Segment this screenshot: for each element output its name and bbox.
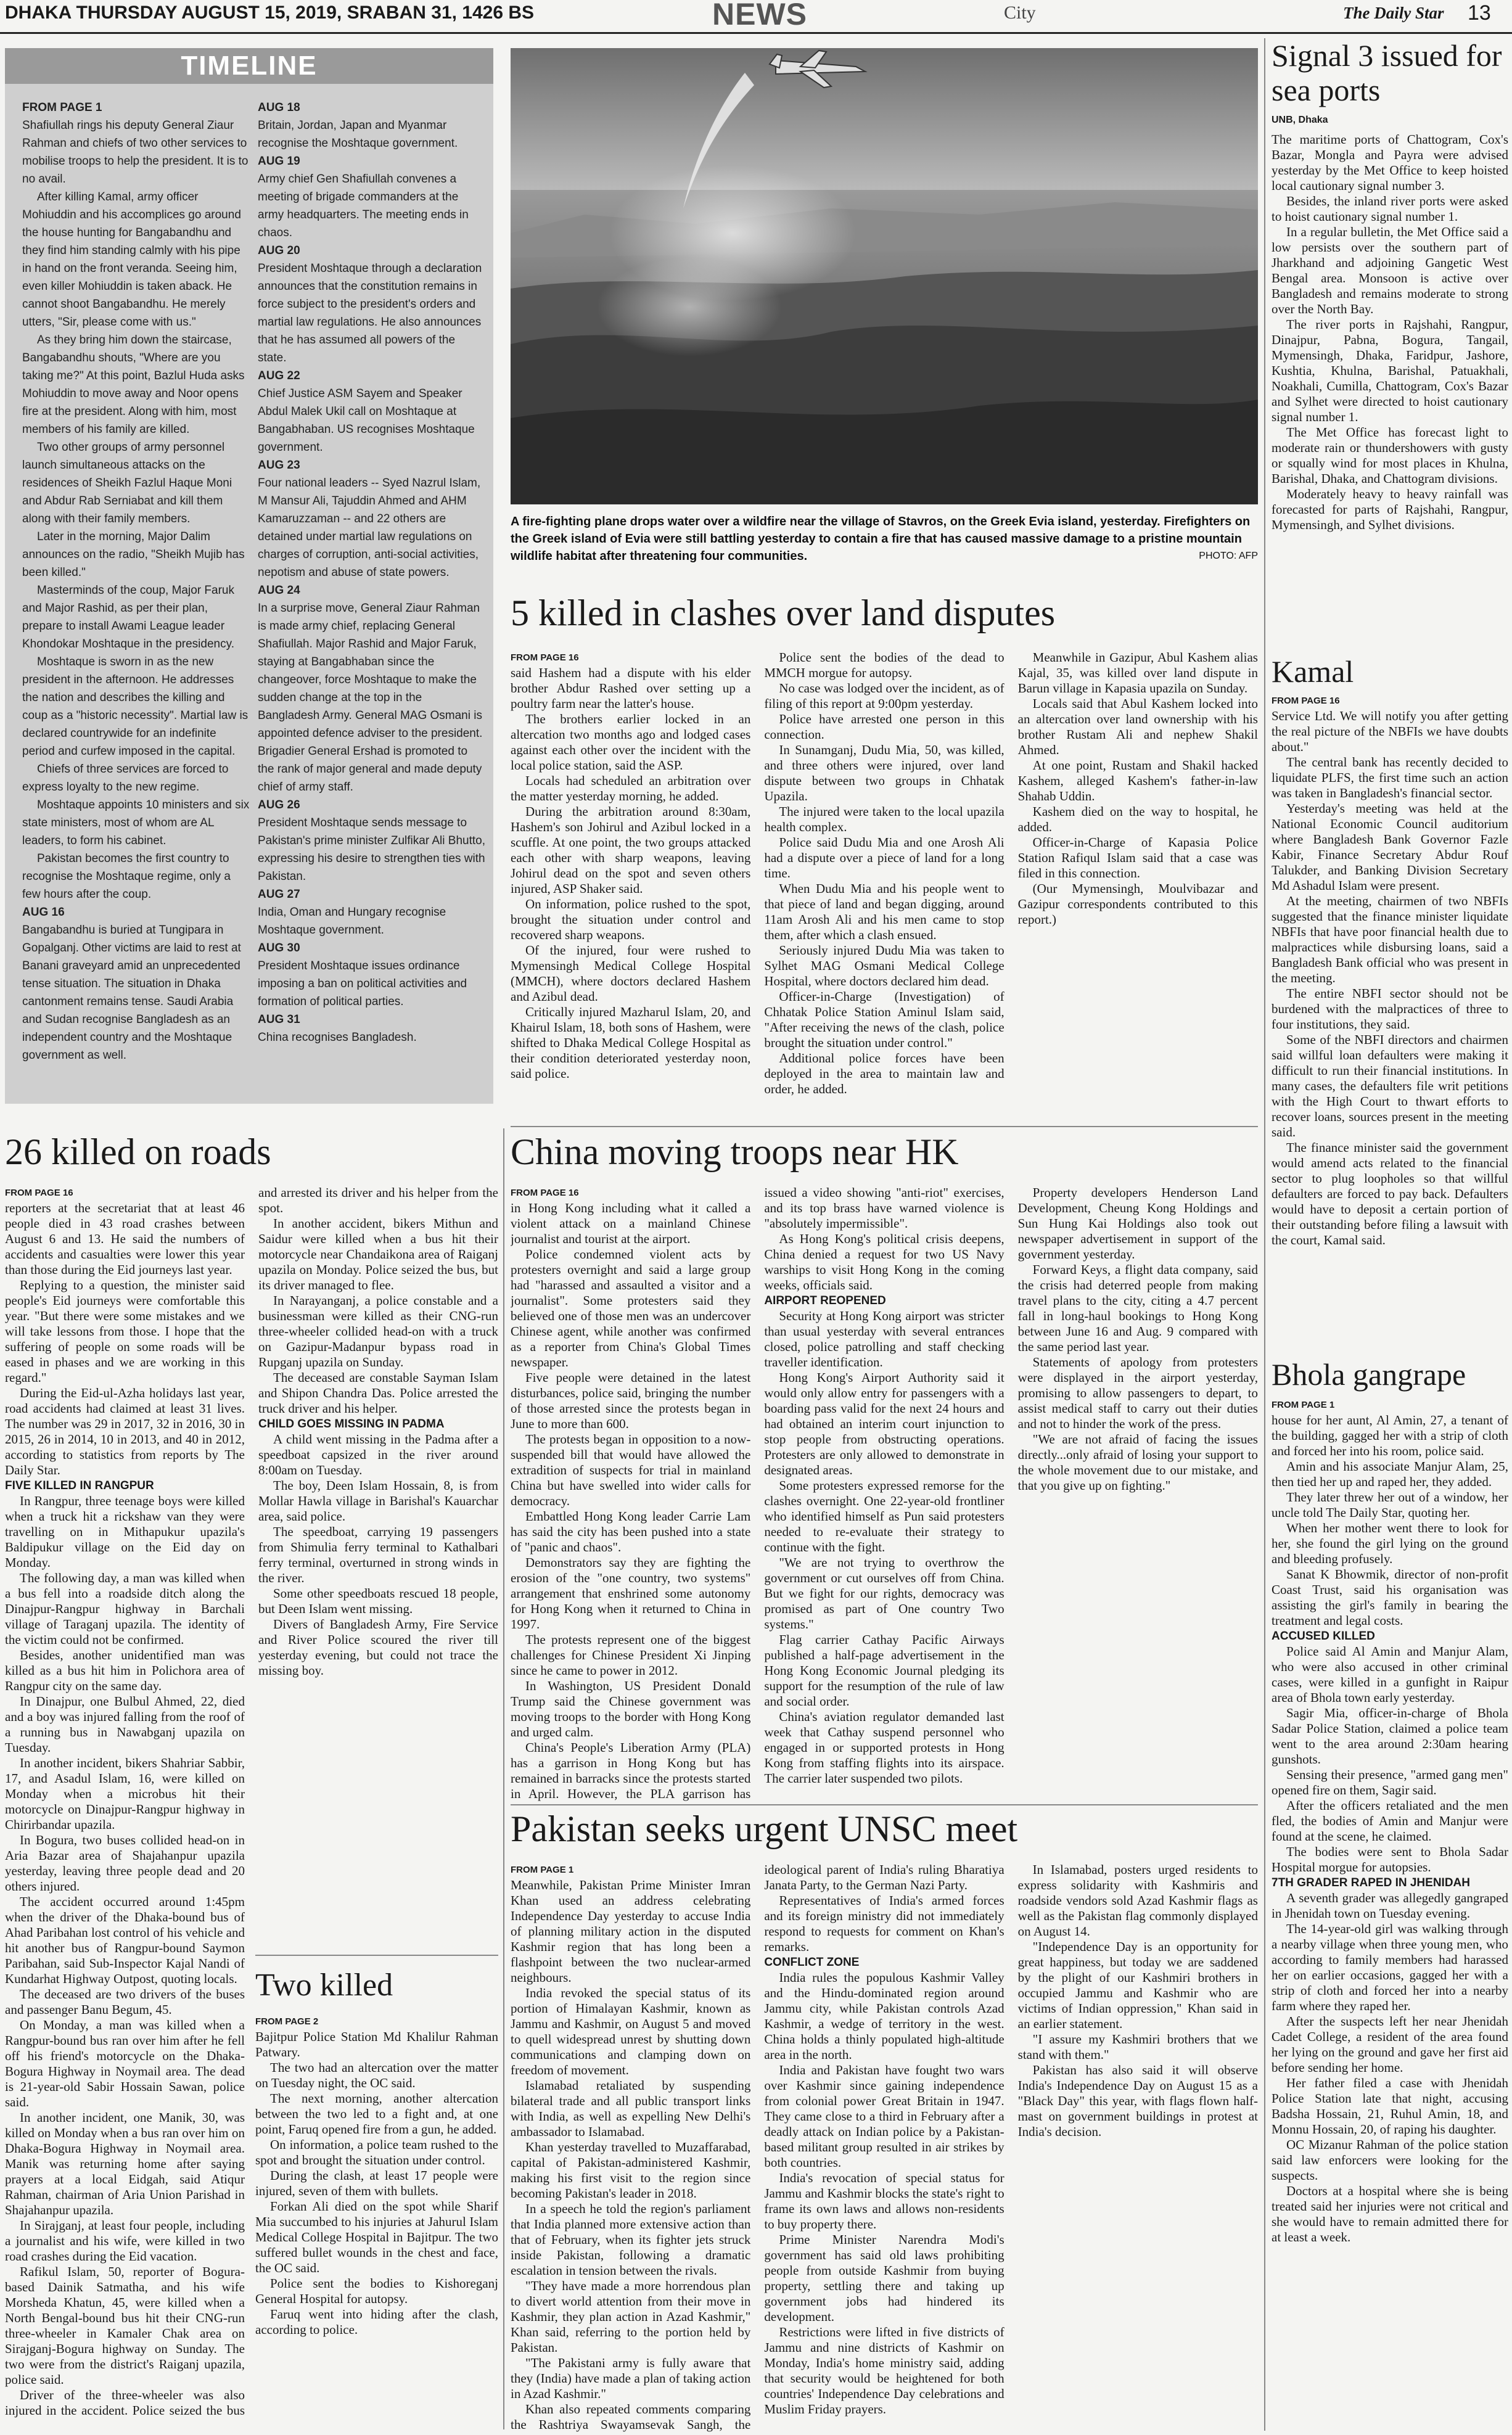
dateline: DHAKA THURSDAY AUGUST 15, 2019, SRABAN 31, 1426 BS	[5, 2, 535, 23]
paragraph: The next morning, another altercation between the two led to a fight and, at one point, Faruq opened fire from a gun, he added.	[255, 2091, 498, 2137]
paragraph: Khan yesterday travelled to Muzaffarabad, capital of Pakistan-administered Kashmir, making his first visit to the region since becoming Pakistan's leader in 2018.	[511, 2140, 751, 2201]
paragraph: India revoked the special status of its portion of Himalayan Kashmir, known as Jammu and Kashmir, on August 5 and moved to quell widespread unrest by shutting down communications and clamping down on freedom of movement.	[511, 1985, 751, 2077]
paragraph: When Dudu Mia and his people went to that piece of land and began digging, around 11am Arosh Ali and his men came to stop them, after which a clash ensued.	[764, 881, 1005, 942]
paragraph: Police condemned violent acts by protesters overnight and said a large group had "harassed and assaulted a visitor and a journalist". Some protesters said they believed one of those men was an undercover Chinese agent, while another was confirmed as a reporter from China's Global Times newspaper.	[511, 1247, 751, 1369]
masthead: The Daily Star	[1343, 4, 1444, 22]
paragraph: OC Mizanur Rahman of the police station said law enforcers were looking for the suspects.	[1272, 2137, 1508, 2183]
signal-byline: UNB, Dhaka	[1272, 115, 1328, 125]
paragraph: China's aviation regulator demanded last week that Cathay suspend personnel who engaged in or supported protests in Hong Kong from staffing flights into its airspace. The carrier later suspended two pilots.	[764, 1709, 1005, 1786]
paragraph: Prime Minister Narendra Modi's government has said old laws prohibiting people from outside Kashmir from buying property, settling there and taking up government jobs had hindered its development.	[764, 2232, 1005, 2324]
paragraph: Police have arrested one person in this connection.	[764, 712, 1005, 742]
timeline-entry: Bangabandhu is buried at Tungipara in Gopalganj. Other victims are laid to rest at Banani graveyard amid an unprecedented tense situation. The situation in Dhaka cantonment remains tense. Saudi Arabia and Sudan recognise Bangladesh as an independent country and the Moshtaque government as well.	[22, 924, 241, 1062]
subheading: AIRPORT REOPENED	[764, 1294, 886, 1307]
paragraph: In Dinajpur, one Bulbul Ahmed, 22, died and a boy was injured falling from the roof of a running bus in Nawabganj upazila on Tuesday.	[5, 1694, 245, 1755]
paragraph: Statements of apology from protesters were displayed in the airport yesterday, promising to allow passengers to depart, to assist medical staff to carry out their duties and not to hinder the work of the press.	[1017, 1355, 1258, 1431]
timeline-date: AUG 20	[258, 244, 300, 257]
paragraph: Police said Dudu Mia and one Arosh Ali had a dispute over a piece of land for a long time.	[764, 835, 1005, 881]
paragraph: Forward Keys, a flight data company, said the crisis had deterred people from making travel plans to the city, citing a 4.7 percent fall in long-haul bookings to Hong Kong between June 16 and Aug. 9 compared with the same period last year.	[1017, 1262, 1258, 1354]
timeline-entry: Four national leaders -- Syed Nazrul Islam, M Mansur Ali, Tajuddin Ahmed and AHM Kamaruzzaman -- and 22 others are detained under martial law regulations on charges of corruption, anti-social activities, nepotism and abuse of state powers.	[258, 477, 481, 579]
subheading: FIVE KILLED IN RANGPUR	[5, 1479, 154, 1492]
photo-caption	[511, 513, 1258, 565]
paragraph: The river ports in Rajshahi, Rangpur, Dinajpur, Pabna, Bogura, Tangail, Mymensingh, Dhaka, Faridpur, Jashore, Kushtia, Khulna, Barishal, Patuakhali, Noakhali, Cumilla, Chattogram, Cox's Bazar and Sylhet were directed to hoist cautionary signal number 1.	[1272, 317, 1508, 424]
paragraph: house for her aunt, Al Amin, 27, a tenant of the building, gagged her with a strip of cloth and forced her into his room, police said.	[1272, 1413, 1508, 1458]
paragraph: On information, police rushed to the spot, brought the situation under control and recovered sharp weapons.	[511, 897, 751, 942]
paragraph: At the meeting, chairmen of two NBFIs suggested that the finance minister liquidate NBFIs that have poor financial health due to malpractices while disbursing loans, said a Bangladesh Bank official who was present in the meeting.	[1272, 893, 1508, 985]
timeline-date: AUG 31	[258, 1013, 300, 1026]
paragraph: Moderately heavy to heavy rainfall was forecasted for parts of Rajshahi, Rangpur, Mymensingh, and Sylhet divisions.	[1272, 487, 1508, 532]
timeline-entry: President Moshtaque through a declaration announces that the constitution remains in force subject to the president's orders and martial law regulations. He also announces that he has assumed all powers of the state.	[258, 262, 482, 364]
timeline-entry: After killing Kamal, army officer Mohiuddin and his accomplices go around the house hunting for Bangabandhu and they find him standing calmly with his pipe in hand on the front veranda. Seeing him, even killer Mohiuddin is taken aback. He cannot shoot Bangabandhu. He merely utters, "Sir, please come with us."	[22, 191, 241, 329]
paragraph: Yesterday's meeting was held at the National Economic Council auditorium where Bangladesh Bank Governor Fazle Kabir, Finance Secretary Abdur Rouf Talukder, and Banking Division Secretary Md Ashadul Islam were present.	[1272, 801, 1508, 893]
paragraph: No case was lodged over the incident, as of filing of this report at 9:00pm yesterday.	[764, 681, 1005, 711]
paragraph: On Monday, a man was killed when a Rangpur-bound bus ran over him after he fell off his friend's motorcycle on the Dhaka-Bogura Highway in Noymail area. The dead is 21-year-old Sabir Hossain Sawan, police said.	[5, 2018, 245, 2109]
timeline-box	[5, 48, 493, 1104]
paragraph: The deceased are constable Sayman Islam and Shipon Chandra Das. Police arrested the truck driver and his helper.	[258, 1370, 498, 1416]
paragraph: In another accident, bikers Mithun and Saidur were killed when a bus hit their motorcycle near Chandaikona area of Raiganj upazila on Monday. Police seized the bus, but its driver managed to flee.	[258, 1216, 498, 1292]
header-rule	[0, 32, 1512, 34]
paragraph: Kashem died on the way to hospital, he added.	[1017, 804, 1258, 834]
paragraph: In another incident, one Manik, 30, was killed on Monday when a bus ran over him on Dhaka-Bogura Highway in Noymail area. Manik was returning home after saying prayers at a local Eidgah, said Atiqur Rahman, chairman of Aria Union Parishad in Shajahanpur upazila.	[5, 2110, 245, 2217]
paragraph: Doctors at a hospital where she is being treated said her injuries were not critical and she would have to remain admitted there for at least a week.	[1272, 2183, 1508, 2244]
headline-pakistan: Pakistan seeks urgent UNSC meet	[511, 1809, 1018, 1849]
timeline-entry: Chief Justice ASM Sayem and Speaker Abdul Malek Ukil call on Moshtaque at Bangabhaban. US recognises Moshtaque government.	[258, 387, 475, 454]
timeline-entry: President Moshtaque sends message to Pakistan's prime minister Zulfikar Ali Bhutto, expressing his desire to strengthen ties with Pakistan.	[258, 816, 485, 883]
timeline-entry: Britain, Jordan, Japan and Myanmar recognise the Moshtaque government.	[258, 119, 458, 150]
timeline-entry: Shafiullah rings his deputy General Ziaur Rahman and chiefs of two other services to mobilise troops to help the president. It is to no avail.	[22, 119, 249, 186]
paragraph: In Islamabad, posters urged residents to express solidarity with Kashmiris and roadside vendors sold Azad Kashmir flags as well as the Pakistan flag commonly displayed on August 14.	[1017, 1862, 1258, 1939]
paragraph: Sagir Mia, officer-in-charge of Bhola Sadar Police Station, claimed a police team went to the area around 2:30am hearing gunshots.	[1272, 1706, 1508, 1767]
paragraph: Driver of the three-wheeler was also injured in the accident. Police seized the bus and arrested its driver and his helper from the spot.	[5, 1185, 498, 2418]
paragraph: During the Eid-ul-Azha holidays last year, road accidents had claimed at least 31 lives. The number was 29 in 2017, 32 in 2016, 30 in 2015, 26 in 2014, 10 in 2013, and 40 in 2012, according to statistics from reports by The Daily Star.	[5, 1386, 245, 1477]
paragraph: Critically injured Mazharul Islam, 20, and Khairul Islam, 18, both sons of Hashem, were shifted to Dhaka Medical College Hospital as their condition deteriorated yesterday noon, said police.	[511, 1004, 751, 1081]
paragraph: Meanwhile, Pakistan Prime Minister Imran Khan used an address celebrating Independence Day yesterday to accuse India of planning military action in the disputed Kashmir region that has long been a flashpoint between the two nuclear-armed neighbours.	[511, 1878, 751, 1985]
timeline-entry: Two other groups of army personnel launch simultaneous attacks on the residences of Sheikh Fazlul Haque Moni and Abdur Rab Serniabat and kill them along with their family members.	[22, 441, 232, 525]
paragraph: Of the injured, four were rushed to Mymensingh Medical College Hospital (MMCH), where doctors declared Hashem and Azibul dead.	[511, 943, 751, 1004]
column-divider	[1264, 38, 1265, 2431]
paragraph: As Hong Kong's political crisis deepens, China denied a request for two US Navy warships to visit Hong Kong in the coming weeks, officials said.	[764, 1231, 1005, 1292]
wildfire-photo	[511, 48, 1258, 504]
paragraph: "I assure my Kashmiri brothers that we stand with them."	[1017, 2032, 1258, 2062]
paragraph: The central bank has recently decided to liquidate PLFS, the first time such an action was taken in Bangladesh's financial sector.	[1272, 755, 1508, 800]
paragraph: Officer-in-Charge (Investigation) of Chhatak Police Station Aminul Islam said, "After receiving the news of the clash, police brought the situation under control."	[764, 989, 1005, 1050]
divider	[511, 1804, 1258, 1805]
paragraph: A seventh grader was allegedly gangraped in Jhenidah town on Tuesday evening.	[1272, 1891, 1508, 1921]
paragraph: The boy, Deen Islam Hossain, 8, is from Mollar Hawla village in Barishal's Kauarchar area, said police.	[258, 1478, 498, 1524]
paragraph: Service Ltd. We will notify you after getting the real picture of the NBFIs we have doubts about."	[1272, 708, 1508, 754]
timeline-entry: Moshtaque is sworn in as the new president in the afternoon. He addresses the nation and describes the killing and coup as a "historic necessity". Martial law is declared countrywide for an indefinite period and curfew imposed in the capital.	[22, 655, 249, 758]
timeline-entry: Moshtaque appoints 10 ministers and six state ministers, most of whom are AL leaders, to form his cabinet.	[22, 799, 250, 847]
paragraph: In a speech he told the region's parliament that India planned more extensive action than that of February, when its fighter jets struck inside Pakistan, following a dramatic escalation in tension between the rivals.	[511, 2201, 751, 2278]
paragraph: Rafikul Islam, 50, reporter of Bogura-based Dainik Satmatha, and his wife Morsheda Khatun, 45, were killed when a North Bengal-bound bus hit their CNG-run three-wheeler in Kamaler Chak area on Sirajganj-Bogura highway on Sunday. The two were from the district's Raiganj upazila, police said.	[5, 2264, 245, 2387]
paragraph: India and Pakistan have fought two wars over Kashmir since gaining independence from colonial power Great Britain in 1947. They came close to a third in February after a deadly attack on Indian police by a Pakistan-based militant group resulted in air strikes by both countries.	[764, 2063, 1005, 2170]
paragraph: Security at Hong Kong airport was stricter than usual yesterday with several entrances closed, police patrolling and staff checking traveller identification.	[764, 1308, 1005, 1369]
paragraph: Seriously injured Dudu Mia was taken to Sylhet MAG Osmani Medical College Hospital, where doctors declared him dead.	[764, 943, 1005, 988]
paragraph: Bajitpur Police Station Md Khalilur Rahman Patwary.	[255, 2029, 498, 2059]
paragraph: In a regular bulletin, the Met Office said a low persists over the southern part of Jharkhand and adjoining Gangetic West Bengal area. Monsoon is active over Bangladesh and remains moderate to strong over the North Bay.	[1272, 224, 1508, 316]
timeline-entry: Chiefs of three services are forced to express loyalty to the new regime.	[22, 763, 229, 794]
timeline-date: AUG 16	[22, 906, 65, 919]
column-divider	[503, 1128, 504, 2429]
paragraph: Flag carrier Cathay Pacific Airways published a half-page advertisement in the Hong Kong Economic Journal pledging its support for the resumption of the rule of law and social order.	[764, 1632, 1005, 1709]
paragraph: India's revocation of special status for Jammu and Kashmir blocks the state's right to frame its own laws and allows non-residents to buy property there.	[764, 2170, 1005, 2232]
timeline-date: AUG 19	[258, 155, 300, 168]
paragraph: Representatives of India's armed forces and its foreign ministry did not immediately respond to requests for comment on Khan's remarks.	[764, 1893, 1005, 1954]
headline-kamal: Kamal	[1272, 654, 1354, 689]
headline-bhola: Bhola gangrape	[1272, 1357, 1466, 1392]
paragraph: "Independence Day is an opportunity for great happiness, but today we are saddened by the plight of our Kashmiri brothers in occupied Jammu and Kashmir who are victims of Indian oppression," Khan said in an earlier statement.	[1017, 1939, 1258, 2031]
pakistan-body	[511, 1862, 1258, 2433]
paragraph: Restrictions were lifted in five districts of Jammu and nine districts of Kashmir on Monday, India's home ministry said, adding that security would be heightened for both countries' Independence Day celebrations and Muslim Friday prayers.	[764, 2325, 1005, 2417]
from-page-label: FROM PAGE 16	[5, 1188, 73, 1198]
paragraph: Divers of Bangladesh Army, Fire Service and River Police scoured the river till yesterday evening, but could not trace the missing boy.	[258, 1617, 498, 1678]
timeline-entry: President Moshtaque issues ordinance imposing a ban on political activities and formation of political parties.	[258, 959, 467, 1008]
signal-body	[1272, 132, 1508, 650]
timeline-date: AUG 26	[258, 799, 300, 811]
from-page-label: FROM PAGE 16	[1272, 696, 1340, 706]
kamal-body	[1272, 693, 1508, 1353]
paragraph: Faruq went into hiding after the clash, according to police.	[255, 2307, 498, 2337]
paragraph: In another incident, bikers Shahriar Sabbir, 17, and Asadul Islam, 16, were killed on Monday when a microbus hit their motorcycle on Dinajpur-Rangpur highway in Chirirbandar upazila.	[5, 1755, 245, 1832]
paragraph: Some protesters expressed remorse for the clashes overnight. One 22-year-old frontliner who identified himself as Pun said protesters needed to re-evaluate their strategy to continue with the fight.	[764, 1478, 1005, 1554]
paragraph: The speedboat, carrying 19 passengers from Shimulia ferry terminal to Kathalbari ferry terminal, overturned in strong winds in the river.	[258, 1524, 498, 1585]
headline-signal: Signal 3 issued for sea ports	[1272, 38, 1502, 107]
paragraph: said Hashem had a dispute with his elder brother Abdur Rashed over setting up a poultry farm near the latter's house.	[511, 665, 751, 711]
paragraph: The maritime ports of Chattogram, Cox's Bazar, Mongla and Payra were advised yesterday by the Met Office to keep hoisted local cautionary signal number 3.	[1272, 132, 1508, 193]
paragraph: Demonstrators say they are fighting the erosion of the "one country, two systems" arrangement that enshrined some autonomy for Hong Kong when it returned to China in 1997.	[511, 1555, 751, 1632]
paragraph: reporters at the secretariat that at least 46 people died in 43 road crashes between August 6 and 13. He said the numbers of accidents and casualties were lower this year than those during the Eid journeys last year.	[5, 1201, 245, 1277]
paragraph: Forkan Ali died on the spot while Sharif Mia succumbed to his injuries at Jahurul Islam Medical College Hospital in Bajitpur. The two suffered bullet wounds in the chest and face, the OC said.	[255, 2199, 498, 2275]
paragraph: "We are not afraid of facing the issues directly...only afraid of losing your support to the whole movement due to our mistake, and that you give up on fighting."	[1017, 1432, 1258, 1493]
timeline-date: AUG 22	[258, 369, 300, 382]
land-disputes-body	[511, 650, 1258, 1100]
subheading: ACCUSED KILLED	[1272, 1630, 1375, 1643]
paragraph: Additional police forces have been deployed in the area to maintain law and order, he added.	[764, 1051, 1005, 1096]
subheading: CONFLICT ZONE	[764, 1956, 860, 1969]
paragraph: The bodies were sent to Bhola Sadar Hospital morgue for autopsies.	[1272, 1844, 1508, 1874]
paragraph: In Washington, US President Donald Trump said the Chinese government was moving troops to the border with Hong Kong and urged calm.	[511, 1678, 751, 1739]
page-number: 13	[1468, 1, 1491, 25]
timeline-date: AUG 18	[258, 101, 300, 114]
paragraph: China's People's Liberation Army (PLA) has a garrison in Hong Kong but has remained in barracks since the protests started in April. However, the PLA garrison has issued a video showing "anti-riot" exercises, and its top brass have warned violence is "absolutely impermissible".	[511, 1185, 1005, 1801]
paragraph: In Bogura, two buses collided head-on in Aria Bazar area of Shajahanpur upazila yesterday, leaving three people dead and 20 others injured.	[5, 1833, 245, 1894]
from-page-label: FROM PAGE 2	[255, 2016, 319, 2027]
paragraph: The following day, a man was killed when a bus fell into a roadside ditch along the Dinajpur-Rangpur highway in Barchali village of Taraganj upazila. The identity of the victim could not be confirmed.	[5, 1571, 245, 1647]
headline-roads: 26 killed on roads	[5, 1131, 271, 1172]
paragraph: Police said Al Amin and Manjur Alam, who were also accused in other criminal cases, were killed in a gunfight in Raipur area of Bhola town early yesterday.	[1272, 1644, 1508, 1705]
timeline-entry: China recognises Bangladesh.	[258, 1031, 417, 1044]
paragraph: Police sent the bodies of the dead to MMCH morgue for autopsy.	[764, 650, 1005, 680]
paragraph: Property developers Henderson Land Development, Cheung Kong Holdings and Sun Hung Kai Holdings also took out newspaper advertisement in support of the government yesterday.	[1017, 1185, 1258, 1262]
paragraph: The injured were taken to the local upazila health complex.	[764, 804, 1005, 834]
paragraph: Embattled Hong Kong leader Carrie Lam has said the city has been pushed into a state of "panic and chaos".	[511, 1509, 751, 1554]
paragraph: In Sunamganj, Dudu Mia, 50, was killed, and three others were injured, over land dispute between two groups in Chhatak Upazila.	[764, 742, 1005, 803]
paragraph: Amin and his associate Manjur Alam, 25, then tied her up and raped her, they added.	[1272, 1459, 1508, 1489]
timeline-column-2	[258, 99, 486, 1098]
timeline-entry: Masterminds of the coup, Major Faruk and Major Rashid, as per their plan, prepare to install Awami League leader Khondokar Moshtaque in the presidency.	[22, 584, 234, 651]
paragraph: Besides, the inland river ports were asked to hoist cautionary signal number 1.	[1272, 194, 1508, 224]
two-killed-body	[255, 2014, 498, 2433]
from-page-label: FROM PAGE 1	[511, 1865, 574, 1875]
timeline-entry: India, Oman and Hungary recognise Moshtaque government.	[258, 906, 446, 937]
subheading: 7TH GRADER RAPED IN JHENIDAH	[1272, 1876, 1470, 1889]
paragraph: Islamabad retaliated by suspending bilateral trade and all public transport links with India, as well as expelling New Delhi's ambassador to Islamabad.	[511, 2078, 751, 2139]
paragraph: The Met Office has forecast light to moderate rain or thundershowers with gusty or squally wind for most places in Khulna, Barishal, Dhaka, and Chattogram divisions.	[1272, 425, 1508, 486]
paragraph: Some other speedboats rescued 18 people, but Deen Islam went missing.	[258, 1586, 498, 1616]
paragraph: Meanwhile in Gazipur, Abul Kashem alias Kajal, 35, was killed over land dispute in Barun village in Kapasia upazila on Sunday.	[1017, 650, 1258, 696]
paragraph: The 14-year-old girl was walking through a nearby village when three young men, who according to family members had harassed her on earlier occasions, gagged her with a strip of cloth and forced her into a nearby farm where they raped her.	[1272, 1921, 1508, 2013]
timeline-entry: In a surprise move, General Ziaur Rahman is made army chief, replacing General Shafiullah. Major Rashid and Major Faruk, staying at Bangabhaban since the changeover, force Moshtaque to make the sudden change at the top in the Bangladesh Army. General MAG Osmani is appointed defence adviser to the president. Brigadier General Ershad is promoted to the rank of major general and made deputy chief of army staff.	[258, 602, 483, 794]
headline-two-killed: Two killed	[255, 1968, 393, 2003]
paragraph: The brothers earlier locked in an altercation two months ago and lodged cases against each other over the incident with the local police station, said the ASP.	[511, 712, 751, 773]
paragraph: At one point, Rustam and Shakil hacked Kashem, alleged Kashem's father-in-law Shahab Uddin.	[1017, 758, 1258, 803]
divider	[511, 1126, 1258, 1127]
paragraph: in Hong Kong including what it called a violent attack on a mainland Chinese journalist and tourist at the airport.	[511, 1201, 751, 1246]
paragraph: A child went missing in the Padma after a speedboat capsized in the river around 8:00am on Tuesday.	[258, 1432, 498, 1477]
paragraph: On information, a police team rushed to the spot and brought the situation under control.	[255, 2137, 498, 2167]
paragraph: Sanat K Bhowmik, director of non-profit Coast Trust, said his organisation was assisting the girl's family in bearing the treatment and legal costs.	[1272, 1567, 1508, 1628]
from-page-label: FROM PAGE 16	[511, 1188, 579, 1198]
paragraph: Hong Kong's Airport Authority said it would only allow entry for passengers with a boarding pass valid for the next 24 hours and had obtained an interim court injunction to stop people from obstructing operations. Protesters are only allowed to demonstrate in designated areas.	[764, 1370, 1005, 1477]
paragraph: "The Pakistani army is fully aware that they (India) have made a plan of taking action in Azad Kashmir."	[511, 2355, 751, 2401]
headline-land-disputes: 5 killed in clashes over land disputes	[511, 593, 1056, 633]
paragraph: After the officers retaliated and the men fled, the bodies of Amin and Manjur were found at the scene, he claimed.	[1272, 1798, 1508, 1844]
paragraph: Besides, another unidentified man was killed as a bus hit him in Polichora area of Rangpur city on the same day.	[5, 1648, 245, 1693]
timeline-entry: Pakistan becomes the first country to recognise the Moshtaque regime, only a few hours after the coup.	[22, 852, 231, 901]
timeline-date: AUG 27	[258, 888, 300, 901]
timeline-date: AUG 30	[258, 942, 300, 955]
timeline-entry: Later in the morning, Major Dalim announces on the radio, "Sheikh Mujib has been killed."	[22, 530, 245, 579]
paragraph: During the arbitration around 8:30am, Hashem's son Johirul and Azibul locked in a scuffle. At one point, the two groups attacked each other with sharp weapons, leaving Johirul dead on the spot and seven others injured, ASP Shaker said.	[511, 804, 751, 896]
timeline-column-1	[22, 99, 250, 1098]
paragraph: In Rangpur, three teenage boys were killed when a truck hit a rickshaw van they were travelling on in Mithapukur upazila's Baldipukur village on the Eid day on Monday.	[5, 1493, 245, 1570]
paragraph: India rules the populous Kashmir Valley and the Hindu-dominated region around Jammu city, while Pakistan controls Azad Kashmir, a wedge of territory in the west. China holds a thinly populated high-altitude area in the north.	[764, 1970, 1005, 2062]
paragraph: The deceased are two drivers of the buses and passenger Banu Begum, 45.	[5, 1987, 245, 2017]
paragraph: Some of the NBFI directors and chairmen said willful loan defaulters were making it difficult to run their financial institutions. In many cases, the defaulters file writ petitions with the High Court to thwart efforts to recover loans, sources present in the meeting said.	[1272, 1032, 1508, 1139]
timeline-entry: As they bring him down the staircase, Bangabandhu shouts, "Where are you taking me?" At this point, Bazlul Huda asks Mohiuddin to move away and Noor opens fire at the president. Along with him, most members of his family are killed.	[22, 334, 245, 436]
paragraph: Five people were detained in the latest disturbances, police said, bringing the number of those arrested since the protests began in June to more than 600.	[511, 1370, 751, 1431]
timeline-title: TIMELINE	[5, 48, 493, 84]
paragraph: When her mother went there to look for her, she found the girl lying on the ground and bleeding profusely.	[1272, 1521, 1508, 1566]
section-label: NEWS	[712, 0, 807, 31]
paragraph: In Narayanganj, a police constable and a businessman were killed as their CNG-run three-wheeler collided head-on with a truck on Gazipur-Madanpur bypass road in Rupganj upazila on Sunday.	[258, 1293, 498, 1369]
timeline-date: AUG 24	[258, 584, 300, 597]
from-page-label: FROM PAGE 16	[511, 652, 579, 663]
timeline-date: AUG 23	[258, 459, 300, 472]
paragraph: The entire NBFI sector should not be burdened with the malpractices of three to four institutions, they said.	[1272, 986, 1508, 1032]
paragraph: Khan also repeated comments comparing the Rashtriya Swayamsevak Sangh, the ideological parent of India's ruling Bharatiya Janata Party, to the German Nazi Party.	[511, 1862, 1005, 2432]
subsection-label: City	[1004, 2, 1036, 23]
paragraph: The protests began in opposition to a now-suspended bill that would have allowed the extradition of suspects for trial in mainland China but have swelled into wider calls for democracy.	[511, 1432, 751, 1508]
paragraph: Locals said that Abul Kashem locked into an altercation over land ownership with his brother Rustam Ali and nephew Shakil Ahmed.	[1017, 696, 1258, 757]
paragraph: Her father filed a case with Jhenidah Police Station late that night, accusing Badsha Hossain, 21, Ruhul Amin, 18, and Monnu Hossain, 20, of raping his daughter.	[1272, 2076, 1508, 2137]
page-header	[0, 0, 1512, 32]
paragraph: After the suspects left her near Jhenidah Cadet College, a resident of the area found her lying on the ground and gave her first aid before sending her home.	[1272, 2014, 1508, 2075]
paragraph: "They have made a more horrendous plan to divert world attention from their move in Kashmir, they plan action in Azad Kashmir," Khan said, referring to the portion held by Pakistan.	[511, 2278, 751, 2355]
headline-china: China moving troops near HK	[511, 1131, 959, 1172]
caption-text: A fire-fighting plane drops water over a wildfire near the village of Stavros, on the Greek Evia island, yesterday. Firefighters on the Greek island of Evia were still battling yesterday to contain a fire that has caused massive damage to a pristine mountain wildlife habitat after threatening four communities.	[511, 515, 1251, 563]
china-body	[511, 1185, 1258, 1802]
paragraph: The finance minister said the government would amend acts related to the financial sector to plug loopholes so that willful defaulters are forced to pay back. Defaulters would have to deposit a certain portion of their outstanding before filing a lawsuit with the court, Kamal said.	[1272, 1140, 1508, 1247]
subheading: CHILD GOES MISSING IN PADMA	[258, 1418, 445, 1431]
paragraph: In Sirajganj, at least four people, including a journalist and his wife, were killed in two road crashes during the Eid vacation.	[5, 2218, 245, 2264]
paragraph: The protests represent one of the biggest challenges for Chinese President Xi Jinping since he came to power in 2012.	[511, 1632, 751, 1678]
paragraph: During the clash, at least 17 people were injured, seven of them with bullets.	[255, 2168, 498, 2198]
paragraph: The accident occurred around 1:45pm when the driver of the Dhaka-bound bus of Ahad Paribahan lost control of his vehicle and hit another bus of Rangpur-bound Saymon Paribahan, said Sub-Inspector Kajal Nandi of Kundarhat Highway Outpost, quoting locals.	[5, 1894, 245, 1986]
paragraph: The two had an altercation over the matter on Tuesday night, the OC said.	[255, 2060, 498, 2090]
paragraph: Police sent the bodies to Kishoreganj General Hospital for autopsy.	[255, 2276, 498, 2306]
paragraph: Locals had scheduled an arbitration over the matter yesterday morning, he added.	[511, 773, 751, 803]
paragraph: Officer-in-Charge of Kapasia Police Station Rafiqul Islam said that a case was filed in this connection.	[1017, 835, 1258, 881]
paragraph: Sensing their presence, "armed gang men" opened fire on them, Sagir said.	[1272, 1767, 1508, 1797]
firefighting-plane-image	[511, 48, 1258, 504]
divider	[255, 1955, 498, 1956]
paragraph: Pakistan has also said it will observe India's Independence Day on August 15 as a "Black Day" this year, with flags flown half-mast on government buildings in protest at India's decision.	[1017, 2063, 1258, 2139]
photo-credit: PHOTO: AFP	[1199, 551, 1258, 561]
paragraph: "We are not trying to overthrow the government or cut ourselves off from China. But we fight for our rights, democracy was promised as part of One country Two systems."	[764, 1555, 1005, 1632]
bhola-body	[1272, 1397, 1508, 2433]
paragraph: Replying to a question, the minister said people's Eid journeys were comfortable this year. "But there were some mistakes and we will take lessons from those. I hope that the suffering of people on some roads will be eased in phases and we are working in this regard."	[5, 1278, 245, 1385]
timeline-entry: Army chief Gen Shafiullah convenes a meeting of brigade commanders at the army headquarters. The meeting ends in chaos.	[258, 173, 469, 239]
from-page-label: FROM PAGE 1	[1272, 1400, 1335, 1410]
paragraph: (Our Mymensingh, Moulvibazar and Gazipur correspondents contributed to this report.)	[1017, 881, 1258, 927]
paragraph: They later threw her out of a window, her uncle told The Daily Star, quoting her.	[1272, 1490, 1508, 1520]
timeline-date: FROM PAGE 1	[22, 101, 102, 114]
